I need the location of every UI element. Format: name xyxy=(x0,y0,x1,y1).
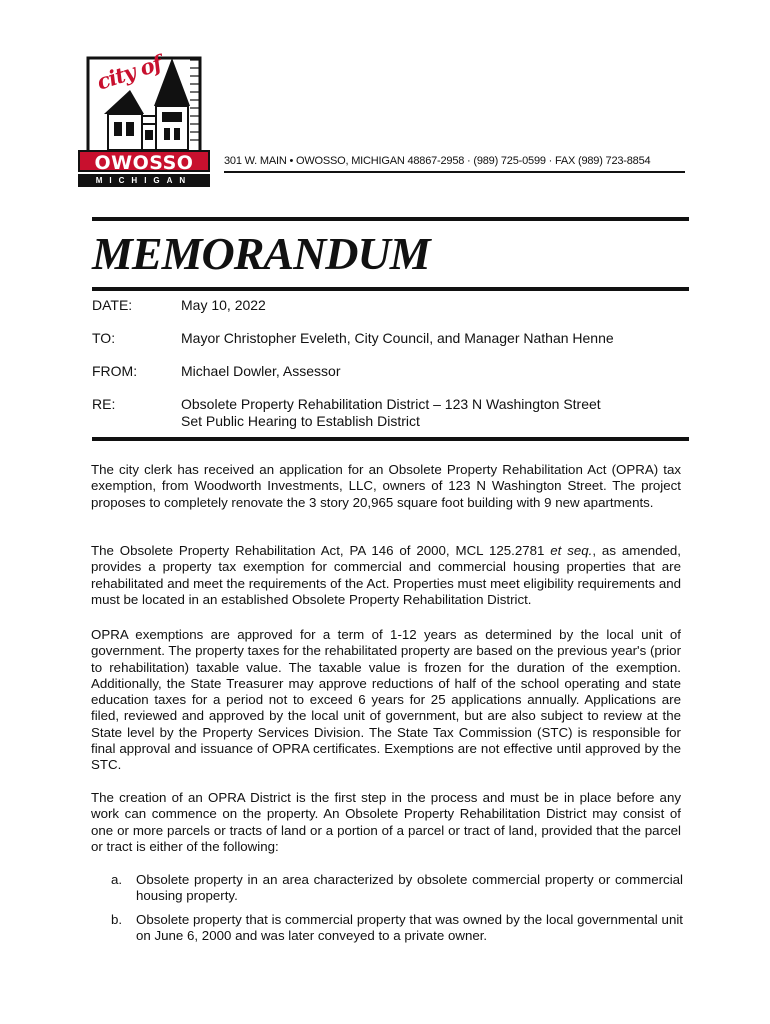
paragraph-4: The creation of an OPRA District is the first step in the process and must be in place before any work can commence on the property. An Obsolete Property Rehabilitation District may consist of one or more parcels or tracts of land or a portion of a parcel or tract of land, provided that the parcel or tract is either of the following: xyxy=(91,790,681,854)
from-label: FROM: xyxy=(92,363,138,379)
logo-city-text: city of xyxy=(93,50,165,95)
date-label: DATE: xyxy=(92,297,133,313)
re-label: RE: xyxy=(92,396,116,412)
divider-header xyxy=(92,437,689,441)
logo-state-name: MICHIGAN xyxy=(78,174,210,187)
from-value: Michael Dowler, Assessor xyxy=(181,363,341,379)
logo-city-name: OWOSSO xyxy=(78,150,210,172)
address-rule xyxy=(224,171,685,173)
list-marker: b. xyxy=(111,912,123,927)
re-line-1: Obsolete Property Rehabilitation District – 123 N Washington Street xyxy=(181,396,601,412)
divider-top xyxy=(92,217,689,221)
date-value: May 10, 2022 xyxy=(181,297,266,313)
paragraph-2 xyxy=(91,543,681,608)
list-item xyxy=(111,912,683,945)
list-text: Obsolete property in an area characterized by obsolete commercial property or commercial housing property. xyxy=(136,872,683,904)
paragraph-3: OPRA exemptions are approved for a term of 1-12 years as determined by the local unit of government. The property taxes for the rehabilitated property are based on the previous year's (prior to rehabilitation) taxable value. The taxable value is frozen for the duration of the exemption. Additionally, the State Treasurer may approve reductions of half of the school operating and state education taxes for a period not to exceed 6 years for 25 applications annually. Applications are filed, reviewed and approved by the local unit of government, but are also subject to review at the State level by the Property Services Division. The State Tax Commission (STC) is responsible for final approval and issuance of OPRA certificates. Exemptions are not effective until approved by the STC. xyxy=(91,627,681,773)
list-text: Obsolete property that is commercial property that was owned by the local governmental unit on June 6, 2000 and was later conveyed to a private owner. xyxy=(136,912,683,944)
to-label: TO: xyxy=(92,330,116,346)
paragraph-2-italic: et seq. xyxy=(550,543,593,558)
paragraph-1: The city clerk has received an application for an Obsolete Property Rehabilitation Act (OPRA) tax exemption, from Woodworth Investments, LLC, owners of 123 N Washington Street. The project proposes to completely renovate the 3 story 20,965 square foot building with 9 new apartments. xyxy=(91,462,681,510)
address-line: 301 W. MAIN • OWOSSO, MICHIGAN 48867-2958 · (989) 725-0599 · FAX (989) 723-8854 xyxy=(224,155,651,167)
re-value xyxy=(181,396,601,430)
divider-title xyxy=(92,287,689,291)
list-marker: a. xyxy=(111,872,123,887)
memo-title: MEMORANDUM xyxy=(92,228,430,279)
re-line-2: Set Public Hearing to Establish District xyxy=(181,413,420,429)
city-logo xyxy=(74,46,214,194)
to-value: Mayor Christopher Eveleth, City Council, and Manager Nathan Henne xyxy=(181,330,614,346)
list-item xyxy=(111,872,683,905)
paragraph-2-end: , as amended, provides a property tax exemption for commercial and commercial housing properties that are rehabilitated and meet the requirements of the Act. Properties must meet eligibility requirements and must be located in an established Obsolete Property Rehabilitation District. xyxy=(91,543,681,607)
paragraph-2-start: The Obsolete Property Rehabilitation Act, PA 146 of 2000, MCL 125.2781 xyxy=(91,543,551,558)
